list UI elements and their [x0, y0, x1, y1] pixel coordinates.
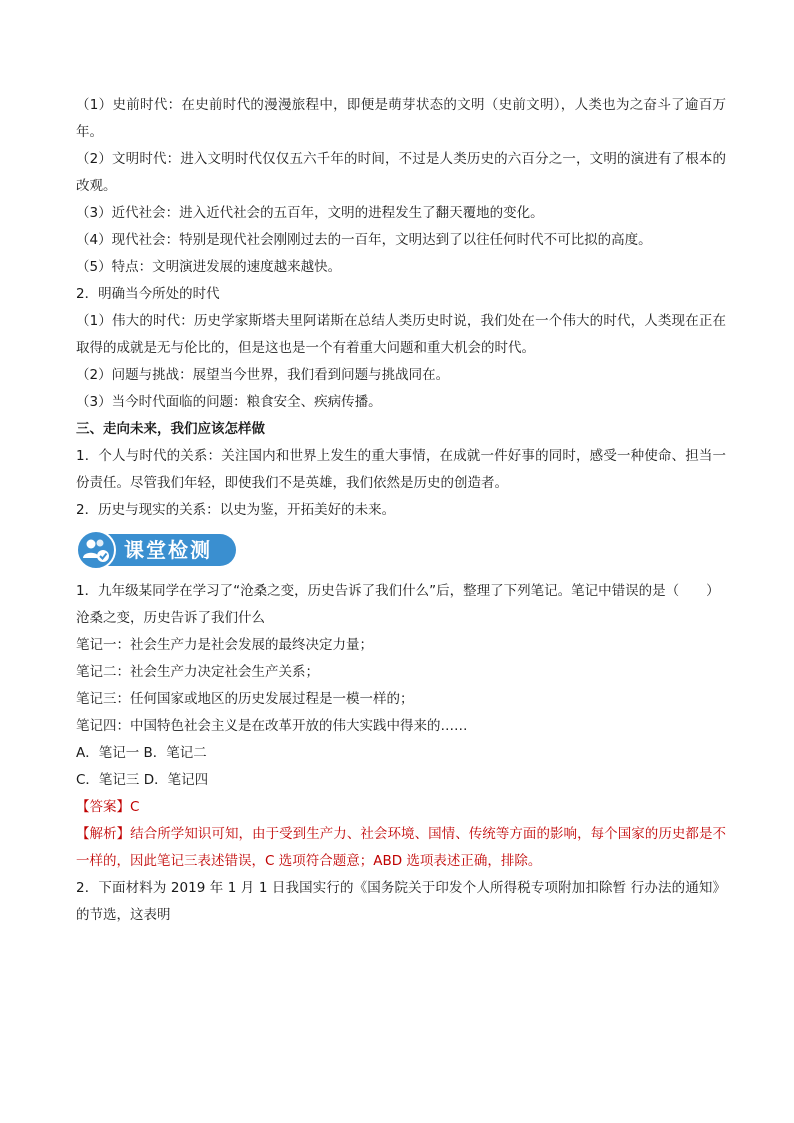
q1-note-1: 笔记一：社会生产力是社会发展的最终决定力量； [76, 637, 373, 653]
era-modern: （4）现代社会：特别是现代社会刚刚过去的一百年，文明达到了以往任何时代不可比拟的高度。 [76, 232, 652, 248]
analysis-text: 结合所学知识可知，由于受到生产力、社会环境、国情、传统等方面的影响，每个国家的历史都是不一样的，因此笔记三表述错误，C 选项符合题意；ABD 选项表述正确，排除。 [76, 826, 727, 869]
q1-options-ab: A．笔记一 B．笔记二 [76, 745, 207, 761]
q1-answer [76, 794, 726, 821]
people-check-icon [76, 530, 116, 570]
document-page [76, 92, 726, 929]
current-era-great: （1）伟大的时代：历史学家斯塔夫里阿诺斯在总结人类历史时说，我们处在一个伟大的时代，人类现在正在取得的成就是无与伦比的，但是这也是一个有着重大问题和重大机会的时代。 [76, 313, 726, 356]
q1-analysis [76, 821, 726, 875]
answer-value: C [130, 799, 140, 815]
current-era-challenges: （2）问题与挑战：展望当今世界，我们看到问题与挑战同在。 [76, 367, 450, 383]
section-heading-future: 三、走向未来，我们应该怎样做 [76, 421, 265, 437]
future-history-reality: 2．历史与现实的关系：以史为鉴，开拓美好的未来。 [76, 502, 396, 518]
banner-label: 课堂检测 [124, 538, 212, 562]
era-early-modern: （3）近代社会：进入近代社会的五百年，文明的进程发生了翻天覆地的变化。 [76, 205, 544, 221]
era-feature: （5）特点：文明演进发展的速度越来越快。 [76, 259, 342, 275]
future-individual-era: 1．个人与时代的关系：关注国内和世界上发生的重大事情，在成就一件好事的同时，感受一种使命、担当一份责任。尽管我们年轻，即使我们不是英雄，我们依然是历史的创造者。 [76, 448, 726, 491]
analysis-label: 【解析】 [76, 826, 131, 842]
answer-label: 【答案】 [76, 799, 130, 815]
q1-note-4: 笔记四：中国特色社会主义是在改革开放的伟大实践中得来的…… [76, 718, 468, 734]
current-era-problems: （3）当今时代面临的问题：粮食安全、疾病传播。 [76, 394, 382, 410]
subheading-current-era: 2．明确当今所处的时代 [76, 286, 220, 302]
era-civilization: （2）文明时代：进入文明时代仅仅五六千年的时间，不过是人类历史的六百分之一，文明的演进有了根本的改观。 [76, 151, 726, 194]
q2-stem: 2．下面材料为 2019 年 1 月 1 日我国实行的《国务院关于印发个人所得税专项附加扣除暂 行办法的通知》的节选，这表明 [76, 880, 726, 923]
q1-options-cd: C．笔记三 D．笔记四 [76, 772, 209, 788]
q1-stem: 1．九年级某同学在学习了“沧桑之变，历史告诉了我们什么”后，整理了下列笔记。笔记中错误的是（ ） [76, 583, 720, 599]
classroom-test-banner [76, 530, 236, 570]
q1-note-3: 笔记三：任何国家或地区的历史发展过程是一模一样的； [76, 691, 414, 707]
era-prehistoric: （1）史前时代：在史前时代的漫漫旅程中，即便是萌芽状态的文明（史前文明），人类也为之奋斗了逾百万年。 [76, 97, 726, 140]
q1-note-2: 笔记二：社会生产力决定社会生产关系； [76, 664, 319, 680]
q1-subtitle: 沧桑之变，历史告诉了我们什么 [76, 610, 265, 626]
